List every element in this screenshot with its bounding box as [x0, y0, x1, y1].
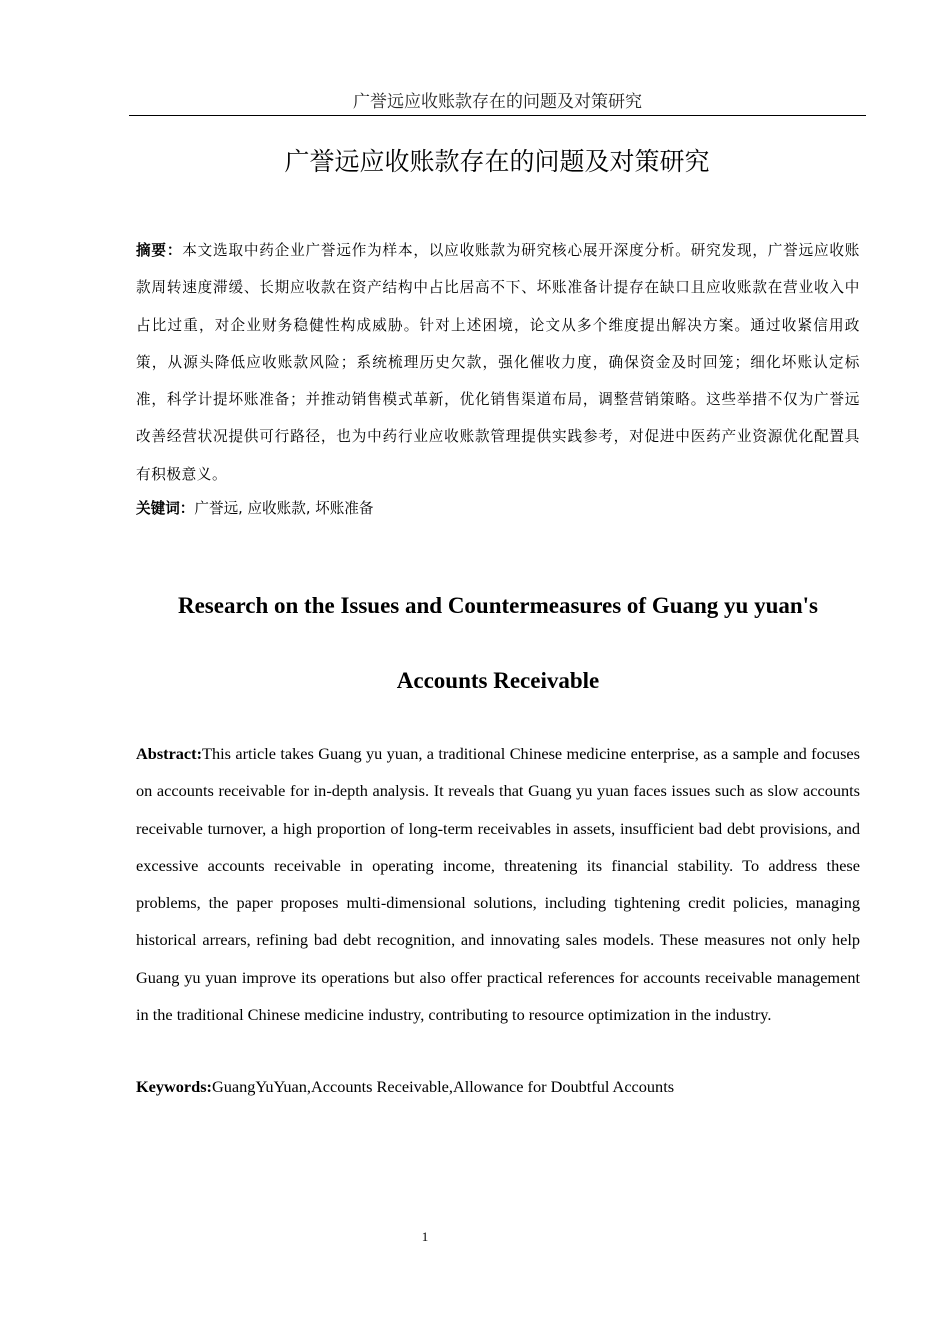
english-abstract-text: This article takes Guang yu yuan, a traditional Chinese medicine enterprise, as a sample and focuses on accounts receivable for in-depth analysis. It reveals that Guang yu yuan faces issues such as slow accounts receivable turnover, a high proportion of long-term receivables in assets, insufficient bad debt provisions, and excessive accounts receivable in operating income, threatening its financial stability. To address these problems, the paper proposes multi-dimensional solutions, including tightening credit policies, managing historical arrears, refining bad debt recognition, and innovating sales models. These measures not only help Guang yu yuan improve its operations but also offer practical references for accounts receivable management in the traditional Chinese medicine industry, contributing to resource optimization in the industry. — [136, 744, 860, 1025]
chinese-abstract-text: 本文选取中药企业广誉远作为样本，以应收账款为研究核心展开深度分析。研究发现，广誉远应收账款周转速度滞缓、长期应收款在资产结构中占比居高不下、坏账准备计提存在缺口且应收账款在营业收入中占比过重，对企业财务稳健性构成威胁。针对上述困境，论文从多个维度提出解决方案。通过收紧信用政策，从源头降低应收账款风险；系统梳理历史欠款，强化催收力度，确保资金及时回笼；细化坏账认定标准，科学计提坏账准备；并推动销售模式革新，优化销售渠道布局，调整营销策略。这些举措不仅为广誉远改善经营状况提供可行路径，也为中药行业应收账款管理提供实践参考，对促进中医药产业资源优化配置具有积极意义。 — [136, 242, 860, 483]
chinese-keywords-text: 广誉远, 应收账款, 坏账准备 — [194, 500, 374, 517]
chinese-abstract-label: 摘要： — [136, 242, 183, 259]
english-keywords — [136, 1074, 860, 1100]
english-keywords-label: Keywords: — [136, 1077, 212, 1096]
chinese-keywords-label: 关键词： — [136, 500, 195, 517]
chinese-abstract — [136, 232, 860, 493]
page-number: 1 — [421, 1229, 429, 1244]
running-header: 广誉远应收账款存在的问题及对策研究 — [129, 90, 866, 116]
english-title: Research on the Issues and Countermeasures of Guang yu yuan's Accounts Receivable — [177, 593, 819, 693]
english-keywords-text: GuangYuYuan,Accounts Receivable,Allowance for Doubtful Accounts — [211, 1077, 675, 1096]
chinese-title: 广誉远应收账款存在的问题及对策研究 — [284, 147, 710, 176]
chinese-keywords — [136, 496, 860, 522]
english-abstract-label: Abstract: — [136, 744, 203, 763]
english-abstract — [136, 735, 860, 1033]
